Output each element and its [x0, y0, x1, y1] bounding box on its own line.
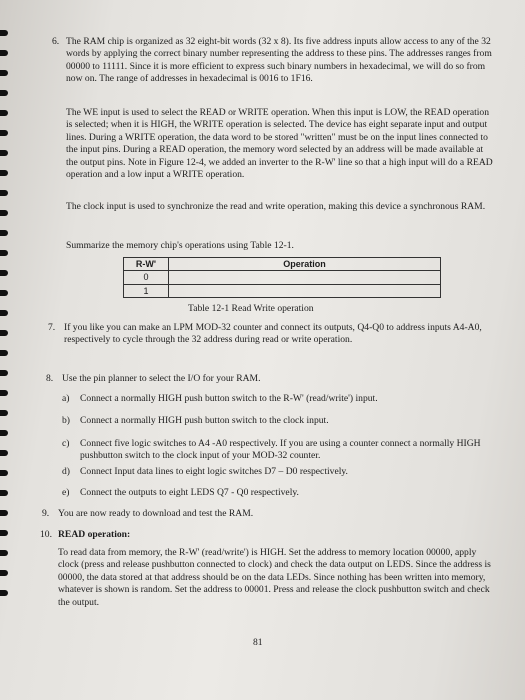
item-9-text: You are now ready to download and test the RAM. [58, 508, 254, 519]
subitem-a-text: Connect a normally HIGH push button switch to the R-W' (read/write') input. [80, 393, 378, 404]
page-number: 81 [253, 637, 263, 648]
item-7-text: If you like you can make an LPM MOD-32 counter and connect its outputs, Q4-Q0 to address inputs A4-A0, respectively to cycle through the 32 address during read or write operation. [64, 322, 482, 346]
subitem-d-label: d) [62, 466, 70, 477]
table-row [124, 284, 441, 297]
item-6-paragraph-4: Summarize the memory chip's operations using Table 12-1. [66, 240, 294, 251]
table-cell: 0 [124, 271, 169, 284]
subitem-a-label: a) [62, 393, 70, 404]
item-8-number: 8. [46, 373, 54, 384]
item-10-title: READ operation: [58, 529, 131, 540]
item-7-number: 7. [48, 322, 56, 333]
subitem-b-label: b) [62, 415, 70, 426]
item-6-paragraph-1: The RAM chip is organized as 32 eight-bit words (32 x 8). Its five address inputs allow access to any of the 32 words by applying the correct binary number representing the address to these pins. The addresses ranges from 00000 to 11111. Since it is more efficient to express such binary numbers in hexadecimal, we will do so from now on. The range of addresses in hexadecimal is 0016 to 1F16. [66, 36, 492, 85]
subitem-c-label: c) [62, 438, 70, 449]
subitem-e-label: e) [62, 487, 70, 498]
subitem-e-text: Connect the outputs to eight LEDS Q7 - Q0 respectively. [80, 487, 299, 498]
subitem-b-text: Connect a normally HIGH push button switch to the clock input. [80, 415, 329, 426]
subitem-d-text: Connect Input data lines to eight logic switches D7 – D0 respectively. [80, 466, 348, 477]
item-10-text: To read data from memory, the R-W' (read/write') is HIGH. Set the address to memory location 00000, apply clock (press and release pushbutton connected to clock) and check the data output on LEDS. Since the address is 00000, the data stored at that address should be on the data LEDs. Since nothing has been written into memory, whatever is shown is random. Set the address to 00001. Press and release the clock pushbutton switch and check the output. [58, 547, 491, 608]
table-cell [169, 271, 441, 284]
item-6-paragraph-3: The clock input is used to synchronize the read and write operation, making this device a synchronous RAM. [66, 201, 486, 212]
subitem-c-text: Connect five logic switches to A4 -A0 respectively. If you are using a counter connect a normally HIGH pushbutton switch to the clock input of your MOD-32 counter. [80, 438, 481, 462]
item-6-paragraph-2: The WE input is used to select the READ or WRITE operation. When this input is LOW, the READ operation is selected; when it is HIGH, the WRITE operation is selected. The device has eight separate input and output lines. During a WRITE operation, the data word to be stored "written" must be on the input lines connected to the input pins. During a READ operation, the memory word selected by an address will be made available at the output pins. Note in Figure 12-4, we added an inverter to the R-W' line so that a high input will do a READ operation and a low input a WRITE operation. [66, 107, 493, 181]
item-10-number: 10. [40, 529, 52, 540]
read-write-table [123, 257, 441, 298]
item-6-number: 6. [52, 36, 60, 47]
item-8-text: Use the pin planner to select the I/O for your RAM. [62, 373, 261, 384]
table-header-operation: Operation [169, 258, 441, 271]
item-9-number: 9. [42, 508, 50, 519]
table-cell: 1 [124, 284, 169, 297]
table-header-rw: R-W' [124, 258, 169, 271]
table-row [124, 271, 441, 284]
table-caption: Table 12-1 Read Write operation [188, 303, 314, 314]
spiral-binding [0, 0, 12, 700]
table-cell [169, 284, 441, 297]
